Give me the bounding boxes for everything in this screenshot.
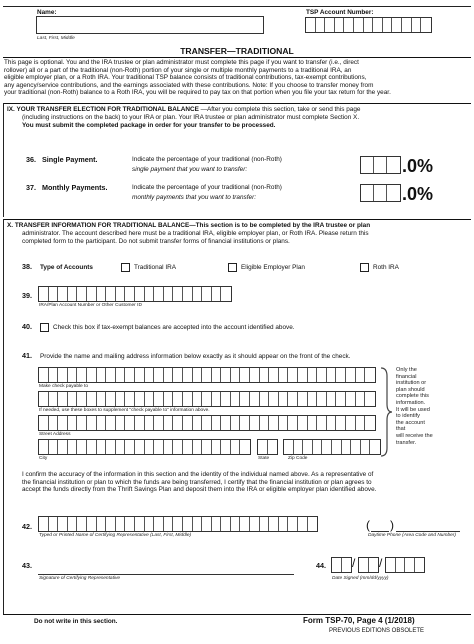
street-address-field[interactable] (38, 415, 376, 431)
name-sublabel: Last, First, Middle (37, 36, 75, 41)
date-day-field[interactable] (358, 557, 379, 573)
representative-name-field[interactable] (38, 516, 318, 532)
side-note-line: the account (396, 419, 425, 426)
tsp-account-number-field[interactable] (305, 17, 432, 33)
footer-rule (3, 614, 471, 615)
intro-line-1: This page is optional. You and the IRA trustee or plan administrator must complete this page if you want to transfer (i.e., direct (4, 59, 359, 66)
certification-line-3: accept the funds directly from the Thrift Savings Plan and deposit them into the IRA or eligible employer plan identified above. (22, 486, 377, 494)
item-36-number: 36. (26, 155, 36, 164)
city-field[interactable] (38, 439, 251, 455)
section-ix-title-rest: —After you complete this section, take or send this page (198, 106, 361, 113)
zip-code-field[interactable] (283, 439, 381, 455)
certification-line-2: the financial institution or plan to which the funds are being transferred, I certify that the financial institution or plan agrees to (22, 478, 372, 486)
previous-editions-obsolete: PREVIOUS EDITIONS OBSOLETE (329, 628, 425, 634)
item-37-number: 37. (26, 183, 36, 192)
item-37-text-2: monthly payments that you want to transfer: (132, 194, 256, 201)
phone-sublabel: Daytime Phone (Area Code and Number) (368, 533, 456, 538)
street-address-sublabel: Street Address (39, 432, 71, 437)
title-rule (3, 57, 471, 58)
payable-to-field[interactable] (38, 367, 376, 383)
item-41-number: 41. (22, 351, 32, 360)
side-note-line: Only the (396, 367, 417, 373)
section-ix-rule (3, 103, 471, 104)
traditional-ira-label: Traditional IRA (134, 264, 177, 271)
item-37-percent-suffix: .0% (402, 184, 434, 204)
date-year-field[interactable] (385, 557, 425, 573)
tax-exempt-checkbox[interactable] (40, 323, 49, 332)
eligible-employer-plan-label: Eligible Employer Plan (241, 264, 305, 271)
brace-icon (379, 366, 393, 458)
page-title: TRANSFER—TRADITIONAL (180, 46, 294, 56)
section-x-line-2: completed form to the participant. Do not submit transfer forms of financial institutions or plans. (22, 237, 290, 245)
supplement-field[interactable] (38, 391, 376, 407)
roth-ira-checkbox[interactable] (360, 263, 369, 272)
area-code-field[interactable] (371, 531, 389, 532)
side-note-line: complete this (396, 393, 429, 400)
item-37-label: Monthly Payments. (42, 183, 108, 192)
item-38-label: Type of Accounts (40, 264, 93, 271)
payable-to-sublabel: Make check payable to (39, 384, 89, 389)
phone-paren-close: ) (390, 518, 394, 532)
side-note-line: financial (396, 373, 417, 380)
intro-line-5: your traditional (non-Roth) balance to a Roth IRA, you will be required to pay tax on that portion when you file your tax return for the year. (4, 89, 391, 97)
account-number-field[interactable] (38, 286, 232, 302)
side-note-line: It will be used (396, 406, 430, 413)
account-number-sublabel: IRA/Plan Account Number or Other Customer ID (39, 303, 142, 308)
item-41-text: Provide the name and mailing address information below exactly as it should appear on the front of the check. (40, 353, 351, 360)
certification-text (22, 471, 470, 494)
section-x-heading (7, 222, 469, 230)
signature-line[interactable] (38, 574, 294, 575)
section-ix-line-1: (including instructions on the back) to your IRA or plan. Your IRA trustee or plan administrator must complete Section X. (22, 114, 360, 121)
section-ix-line-2: You must submit the completed package in order for your transfer to be processed. (22, 121, 276, 129)
roth-ira-label: Roth IRA (373, 264, 399, 271)
certification-line-1: I confirm the accuracy of the information in this section and the identity of the individual named above. As a representative of (22, 471, 374, 478)
item-42-number: 42. (22, 522, 32, 531)
side-note-line: will receive the (396, 432, 433, 439)
side-note-line: institution or (396, 380, 427, 387)
side-note-line: plan should (396, 386, 425, 393)
item-39-number: 39. (22, 291, 32, 300)
phone-paren-open: ( (366, 518, 370, 532)
item-40-number: 40. (22, 322, 32, 331)
section-x-line-1: administrator. The account described here must be a traditional IRA, eligible employer plan, or Roth IRA. Please return this (22, 230, 369, 237)
side-note (396, 367, 458, 446)
section-ix-text (22, 114, 470, 129)
section-ix-heading (7, 106, 469, 114)
phone-number-field[interactable] (396, 531, 460, 532)
item-38-number: 38. (22, 262, 32, 271)
eligible-employer-plan-checkbox[interactable] (228, 263, 237, 272)
item-40-text: Check this box if tax-exempt balances are accepted into the account identified above. (53, 324, 295, 331)
item-36-text-2: single payment that you want to transfer: (132, 166, 248, 173)
signature-sublabel: Signature of Certifying Representative (39, 576, 121, 581)
state-field[interactable] (257, 439, 278, 455)
supplement-sublabel: If needed, use these boxes to supplement "check payable to" information above. (39, 408, 210, 413)
section-ix-title: IX. YOUR TRANSFER ELECTION FOR TRADITIONAL BALANCE (7, 106, 199, 113)
zip-code-sublabel: Zip Code (288, 456, 308, 461)
item-36-text-1: Indicate the percentage of your traditional (non-Roth) (132, 156, 282, 163)
footer-do-not-write: Do not write in this section. (34, 618, 118, 625)
side-note-line: that (396, 426, 406, 433)
intro-line-4: any agency/service contributions, and the earnings associated with these contributions. Note: If you choose to transfer money from (4, 81, 374, 89)
section-x-rule (3, 219, 471, 220)
form-id: Form TSP-70, Page 4 (1/2018) (303, 616, 415, 625)
side-note-line: information. (396, 399, 426, 406)
side-note-line: transfer. (396, 439, 417, 446)
item-36-percent-suffix: .0% (402, 156, 434, 176)
section-ix-left-border (3, 103, 4, 217)
state-sublabel: State (258, 456, 270, 461)
item-37-percent-field[interactable] (360, 184, 401, 202)
item-37-text-1: Indicate the percentage of your traditional (non-Roth) (132, 184, 282, 191)
item-43-number: 43. (22, 561, 32, 570)
section-x-title: X. TRANSFER INFORMATION FOR TRADITIONAL BALANCE (7, 222, 190, 229)
name-field[interactable] (36, 16, 264, 34)
tsp-account-label: TSP Account Number: (306, 9, 374, 16)
section-x-title-rest: —This section is to be completed by the IRA trustee or plan (189, 222, 371, 229)
side-note-line: to identify (396, 413, 420, 420)
intro-line-3: eligible employer plan, or a Roth IRA. Your traditional TSP balance consists of traditional contributions, tax-exempt contributions, (4, 74, 367, 82)
date-slash: / (379, 556, 383, 570)
intro-line-2: rollover) all or a part of the traditional (non-Roth) portion of your single or multiple monthly payments to a traditional IRA, an (4, 66, 352, 74)
item-36-percent-field[interactable] (360, 156, 401, 174)
date-sublabel: Date Signed (mm/dd/yyyy) (332, 576, 389, 581)
item-44-number: 44. (316, 561, 326, 570)
representative-name-sublabel: Typed or Printed Name of Certifying Representative (Last, First, Middle) (39, 533, 192, 538)
item-36-label: Single Payment. (42, 155, 98, 164)
traditional-ira-checkbox[interactable] (121, 263, 130, 272)
name-label: Name: (37, 9, 57, 16)
city-sublabel: City (39, 456, 48, 461)
top-rule (3, 6, 471, 7)
section-x-text (22, 230, 470, 245)
date-slash: / (352, 556, 356, 570)
section-x-left-border (3, 219, 4, 614)
date-month-field[interactable] (331, 557, 352, 573)
intro-text (4, 59, 470, 97)
